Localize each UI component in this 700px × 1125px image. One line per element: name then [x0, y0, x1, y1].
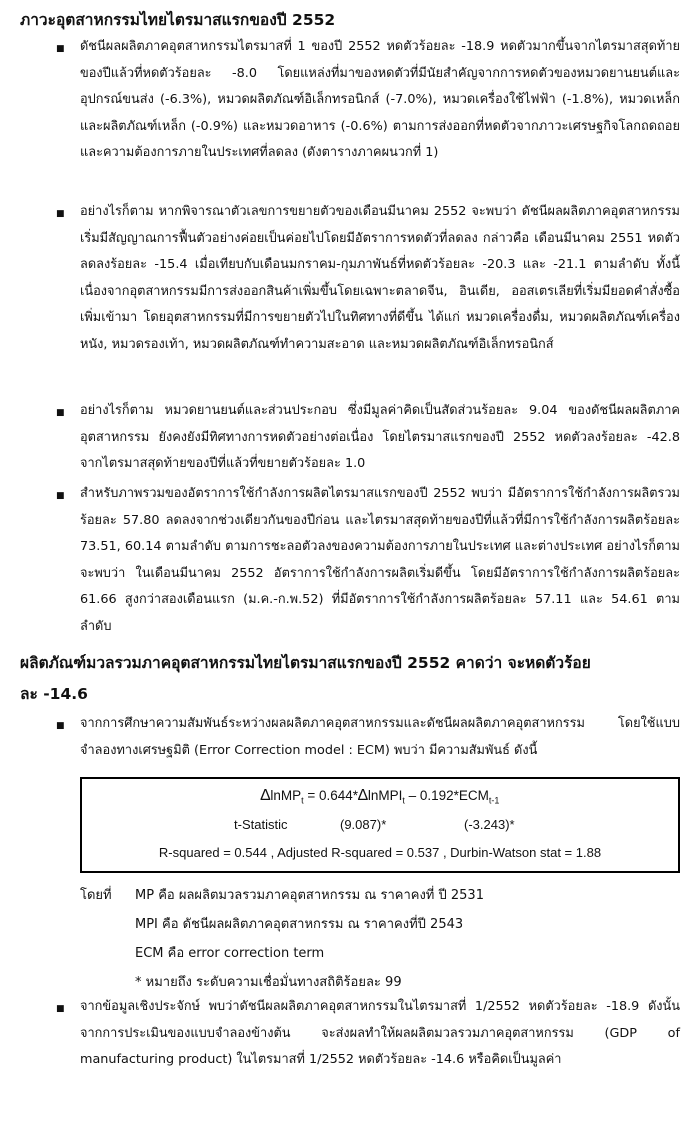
paragraph-automotive: อย่างไรก็ตาม หมวดยานยนต์และส่วนประกอบ ซึ่งมีมูลค่าคิดเป็นสัดส่วนร้อยละ 9.04 ของดัชนีผลผลิตภาคอุตสาหกรรม ยังคงยังมีทิศทางการหดตัวอย่างต่อเนื่อง โดยไตรมาสแรกของปี 2552 หดตัวลงร้อยละ -42.8 จากไตรมาสสุดท้ายของปีที่แล้วที่ขยายตัวร้อยละ 1.0 [80, 403, 680, 471]
paragraph-index-contraction: ดัชนีผลผลิตภาคอุตสาหกรรมไตรมาสที่ 1 ของปี 2552 หดตัวร้อยละ -18.9 หดตัวมากขึ้นจากไตรมาสสุดท้ายของปีแล้วที่หดตัวร้อยละ -8.0 โดยแหล่งที่มาของหดตัวที่มีนัยสำคัญจากการหดตัวของหมวดยานยนต์และอุปกรณ์ขนส่ง (-6.3%), หมวดผลิตภัณฑ์อิเล็กทรอนิกส์ (-7.0%), หมวดเครื่องใช้ไฟฟ้า (-1.8%), หมวดเหล็กและผลิตภัณฑ์เหล็ก (-0.9%) และหมวดอาหาร (-0.6%) ตามการส่งออกที่หดตัวจากภาวะเศรษฐกิจโลกถดถอยและความต้องการภายในประเทศที่ลดลง (ดังตารางภาคผนวกที่ 1) [80, 39, 680, 160]
definition-ecm: ECM คือ error correction term [135, 946, 325, 961]
equation-coef1: = 0.644* [303, 788, 359, 803]
regression-stats: R-squared = 0.544 , Adjusted R-squared = 0.537 , Durbin-Watson stat = 1.88 [158, 845, 602, 860]
paragraph-ecm-study: จากการศึกษาความสัมพันธ์ระหว่างผลผลิตภาคอุตสาหกรรมและดัชนีผลผลิตภาคอุตสาหกรรม โดยใช้แบบจำลองทางเศรษฐมิติ (Error Correction model : ECM) พบว่า มีความสัมพันธ์ ดังนี้ [80, 716, 680, 758]
equation-coef2: – 0.192*ECM [404, 788, 489, 803]
bullet-marker: ■ [56, 721, 65, 731]
subscript-t-1: t-1 [488, 795, 500, 806]
definition-mpi: MPI คือ ดัชนีผลผลิตภาคอุตสาหกรรม ณ ราคาคงที่ปี 2543 [135, 917, 464, 932]
equation-lhs: lnMP [270, 788, 302, 803]
bullet-marker: ■ [56, 1004, 65, 1014]
tstat-value-1: (9.087)* [340, 817, 387, 832]
delta-symbol: ∆ [358, 787, 368, 804]
section-heading-gdp-forecast: ผลิตภัณฑ์มวลรวมภาคอุตสาหกรรมไทยไตรมาสแรกของปี 2552 คาดว่า จะหดตัวร้อย [20, 654, 591, 672]
ecm-equation-box [80, 777, 680, 873]
section-heading-industry-q1: ภาวะอุตสาหกรรมไทยไตรมาสแรกของปี 2552 [20, 11, 336, 29]
paragraph-gdp-estimate: จากข้อมูลเชิงประจักษ์ พบว่าดัชนีผลผลิตภาคอุตสาหกรรมในไตรมาสที่ 1/2552 หดตัวร้อยละ -18.9 ดังนั้น จากการประเมินของแบบจำลองข้างต้น จะส่งผลทำให้ผลผลิตมวลรวมภาคอุตสาหกรรม (GDP of manufacturing product) ในไตรมาสที่ 1/2552 หดตัวร้อยละ -14.6 หรือคิดเป็นมูลค่า [80, 999, 680, 1067]
section-heading-gdp-forecast-cont: ละ -14.6 [20, 685, 88, 703]
equation-rhs-var: lnMPI [367, 788, 403, 803]
bullet-marker: ■ [56, 44, 65, 54]
definition-mp: MP คือ ผลผลิตมวลรวมภาคอุตสาหกรรม ณ ราคาคงที่ ปี 2531 [135, 888, 484, 903]
subscript-t: t [301, 795, 304, 806]
bullet-marker: ■ [56, 491, 65, 501]
subscript-t: t [402, 795, 405, 806]
paragraph-capacity-utilization: สำหรับภาพรวมของอัตราการใช้กำลังการผลิตไตรมาสแรกของปี 2552 พบว่า มีอัตราการใช้กำลังการผลิตรวมร้อยละ 57.80 ลดลงจากช่วงเดียวกันของปีก่อน และไตรมาสสุดท้ายของปีที่แล้วที่มีการใช้กำลังการผลิตร้อยละ 73.51, 60.14 ตามลำดับ ตามการชะลอตัวลงของความต้องการภายในประเทศ และต่างประเทศ อย่างไรก็ตาม จะพบว่า ในเดือนมีนาคม 2552 อัตราการใช้กำลังการผลิตเริ่มดีขึ้น โดยมีอัตราการใช้กำลังการผลิตร้อยละ 61.66 สูงกว่าสองเดือนแรก (ม.ค.-ก.พ.52) ที่มีอัตราการใช้กำลังการผลิตร้อยละ 57.11 และ 54.61 ตามลำดับ [80, 486, 680, 634]
where-label: โดยที่ [80, 888, 112, 903]
delta-symbol: ∆ [260, 787, 271, 804]
definition-significance: * หมายถึง ระดับความเชื่อมั่นทางสถิติร้อยละ 99 [135, 975, 402, 990]
tstat-label: t-Statistic [234, 817, 288, 832]
ecm-equation [82, 787, 678, 806]
paragraph-march-recovery: อย่างไรก็ตาม หากพิจารณาตัวเลขการขยายตัวของเดือนมีนาคม 2552 จะพบว่า ดัชนีผลผลิตภาคอุตสาหกรรมเริ่มมีสัญญาณการฟื้นตัวอย่างค่อยเป็นค่อยไปโดยมีอัตราการหดตัวที่ลดลง กล่าวคือ เดือนมีนาคม 2551 หดตัวลดลงร้อยละ -15.4 เมื่อเทียบกับเดือนมกราคม-กุมภาพันธ์ที่หดตัวร้อยละ -20.3 และ -21.1 ตามลำดับ ทั้งนี้เนื่องจากอุตสาหกรรมมีการส่งออกสินค้าเพิ่มขึ้นโดยเฉพาะตลาดจีน, อินเดีย, ออสเตรเลียที่เริ่มมียอดคำสั่งซื้อเพิ่มเข้ามา โดยอุตสาหกรรมที่มีการขยายตัวไปในทิศทางที่ดีขึ้น ได้แก่ หมวดเครื่องดื่ม, หมวดผลิตภัณฑ์เครื่องหนัง, หมวดรองเท้า, หมวดผลิตภัณฑ์ทำความสะอาด และหมวดผลิตภัณฑ์อิเล็กทรอนิกส์ [80, 204, 680, 352]
bullet-marker: ■ [56, 209, 65, 219]
tstat-value-2: (-3.243)* [464, 817, 515, 832]
bullet-marker: ■ [56, 408, 65, 418]
